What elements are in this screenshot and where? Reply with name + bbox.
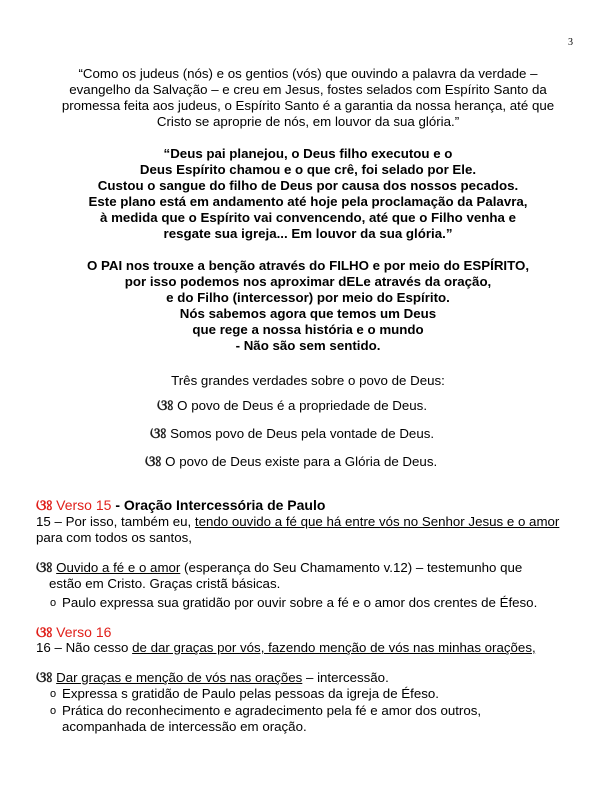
bullet-marker: o [50,705,57,717]
truth-item [150,425,434,442]
quote-line: evangelho da Salvação – e creu em Jesus, fostes selados com Espírito Santo da [69,82,547,97]
verse15-text-line2: para com todos os santos, [36,530,192,545]
plan-statement [40,146,576,242]
truth-item [157,397,427,414]
point1-line2: estão em Cristo. Graças cristã básicas. [49,576,281,591]
bullet-marker: o [50,688,57,700]
point2-rest: – intercessão. [302,670,389,685]
verse15-label: Verso 15 [56,497,112,513]
verse16-label: Verso 16 [56,624,112,640]
bullet-text-line2: acompanhada de intercessão em oração. [62,719,307,734]
point1-rest: (esperança do Seu Chamamento v.12) – testemunho que [180,560,523,575]
verse15-text-underlined: tendo ouvido a fé que há entre vós no Senhor Jesus e o amor [194,514,560,529]
plan-line: resgate sua igreja... Em louvor da sua glória.” [163,226,453,241]
point-graças [36,669,576,686]
verse15-text-plain: 15 – Por isso, também eu, [36,514,195,529]
heading-separator: - [111,497,124,513]
point1-underlined: Ouvido a fé e o amor [56,560,181,575]
verse15-text [36,514,576,546]
ornament-icon: ଓଃ [150,424,164,442]
verse16-text [36,640,576,656]
quote-line: “Como os judeus (nós) e os gentios (vós) que ouvindo a palavra da verdade – [78,66,538,81]
verse16-text-underlined: de dar graças por vós, fazendo menção de vós nas minhas orações, [132,640,536,655]
truth-item [145,453,437,470]
ornament-icon: ଓଃ [157,396,171,414]
verse16-heading [36,624,576,640]
verse16-text-plain: 16 – Não cesso [36,640,133,655]
truth-text: Somos povo de Deus pela vontade de Deus. [170,426,435,441]
verse15-title: Oração Intercessória de Paulo [123,497,326,513]
quote-line: Cristo se aproprie de nós, em louvor da sua glória.” [156,114,460,129]
pai-line: - Não são sem sentido. [235,338,381,353]
plan-line: Custou o sangue do filho de Deus por causa dos nossos pecados. [97,178,519,193]
point2-bullet [50,686,576,702]
bullet-text: Expressa s gratidão de Paulo pelas pessoas da igreja de Éfeso. [62,686,439,701]
pai-line: Nós sabemos agora que temos um Deus [179,306,437,321]
father-statement [40,258,576,354]
ornament-icon: ଓଃ [36,623,50,641]
plan-line: “Deus pai planejou, o Deus filho executou e o [163,146,453,161]
pai-line: por isso podemos nos aproximar dELe através da oração, [124,274,492,289]
truth-text: O povo de Deus é a propriedade de Deus. [177,398,428,413]
ornament-icon: ଓଃ [36,668,50,686]
point2-underlined: Dar graças e menção de vós nas orações [56,670,303,685]
truth-text: O povo de Deus existe para a Glória de Deus. [165,454,438,469]
quote-line: promessa feita aos judeus, o Espírito Santo é a garantia da nossa herança, até que [61,98,555,113]
ornament-icon: ଓଃ [36,558,50,576]
pai-line: e do Filho (intercessor) por meio do Espírito. [166,290,450,305]
plan-line: Este plano está em andamento até hoje pela proclamação da Palavra, [88,194,528,209]
bullet-text: Prática do reconhecimento e agradecimento pela fé e amor dos outros, [62,703,482,718]
plan-line: Deus Espírito chamou e o que crê, foi selado por Ele. [139,162,477,177]
pai-line: O PAI nos trouxe a benção através do FILHO e por meio do ESPÍRITO, [86,258,530,273]
point-ouvido [36,559,576,592]
ephesians-quote [40,66,576,130]
point2-bullet [50,703,576,735]
bullet-text: Paulo expressa sua gratidão por ouvir sobre a fé e o amor dos crentes de Éfeso. [62,595,538,610]
ornament-icon: ଓଃ [36,496,50,514]
verse15-heading [36,497,576,513]
bullet-marker: o [50,597,57,609]
ornament-icon: ଓଃ [145,452,159,470]
point1-bullet [50,595,576,611]
plan-line: à medida que o Espírito vai convencendo, até que o Filho venha e [100,210,516,225]
page-number: 3 [568,37,573,48]
pai-line: que rege a nossa história e o mundo [192,322,424,337]
truths-title: Três grandes verdades sobre o povo de Deus: [171,373,445,388]
